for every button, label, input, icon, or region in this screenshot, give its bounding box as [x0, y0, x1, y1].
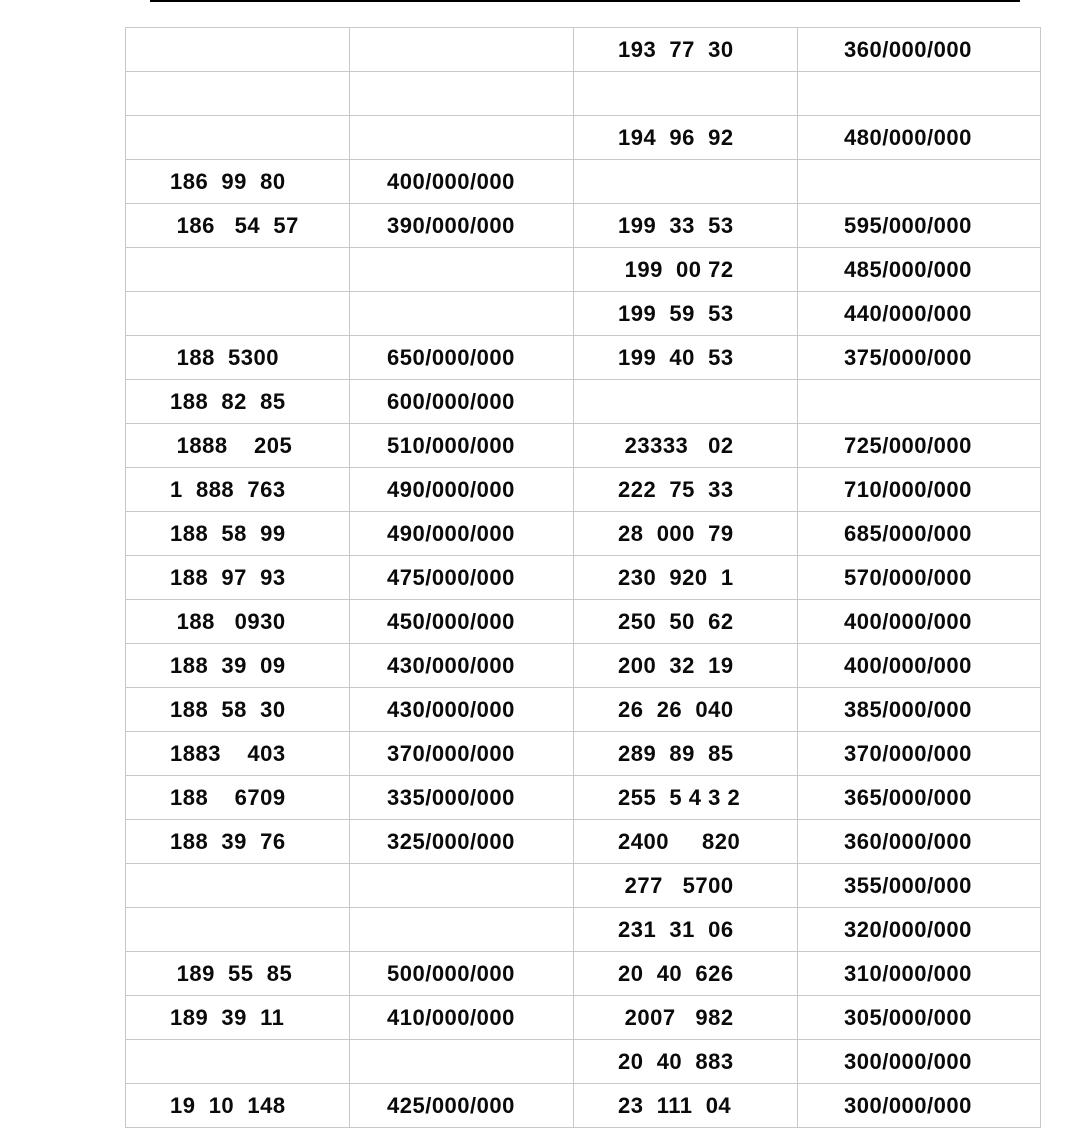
right-price-cell-text: 685/000/000 — [844, 520, 972, 546]
left-price-cell-text: 600/000/000 — [387, 388, 515, 414]
left-price-cell-text: 490/000/000 — [387, 520, 515, 546]
right-price-cell — [798, 512, 1041, 556]
table-row — [126, 644, 1041, 688]
left-price-cell-text: 335/000/000 — [387, 784, 515, 810]
table-row — [126, 160, 1041, 204]
left-number-cell — [126, 468, 350, 512]
table-row — [126, 688, 1041, 732]
left-price-cell-text: 650/000/000 — [387, 344, 515, 370]
left-number-cell — [126, 116, 350, 160]
left-number-cell-text: 1 888 763 — [170, 476, 286, 502]
table-row — [126, 996, 1041, 1040]
left-number-cell-text: 188 97 93 — [170, 564, 286, 590]
right-price-cell-text: 570/000/000 — [844, 564, 972, 590]
left-price-cell — [350, 644, 574, 688]
left-price-cell-text: 390/000/000 — [387, 212, 515, 238]
right-number-cell — [574, 996, 798, 1040]
table-row — [126, 248, 1041, 292]
left-number-cell — [126, 28, 350, 72]
left-number-cell-text: 188 58 99 — [170, 520, 286, 546]
right-number-cell — [574, 732, 798, 776]
left-number-cell-text: 1888 205 — [170, 432, 293, 458]
left-price-cell-text: 370/000/000 — [387, 740, 515, 766]
left-price-cell — [350, 380, 574, 424]
left-number-cell-text: 1883 403 — [170, 740, 286, 766]
right-price-cell — [798, 204, 1041, 248]
left-number-cell-text: 186 99 80 — [170, 168, 286, 194]
right-number-cell — [574, 248, 798, 292]
left-number-cell — [126, 688, 350, 732]
right-number-cell-text: 199 59 53 — [618, 300, 734, 326]
right-number-cell-text: 230 920 1 — [618, 564, 734, 590]
left-price-cell — [350, 72, 574, 116]
left-number-cell-text: 186 54 57 — [170, 212, 299, 238]
left-number-cell — [126, 556, 350, 600]
right-number-cell — [574, 556, 798, 600]
right-number-cell-text: 20 40 883 — [618, 1048, 734, 1074]
table-row — [126, 820, 1041, 864]
left-number-cell-text: 188 39 76 — [170, 828, 286, 854]
left-price-cell — [350, 820, 574, 864]
right-price-cell — [798, 732, 1041, 776]
left-number-cell — [126, 600, 350, 644]
right-number-cell — [574, 380, 798, 424]
right-number-cell-text: 200 32 19 — [618, 652, 734, 678]
left-price-cell — [350, 1040, 574, 1084]
right-number-cell — [574, 1040, 798, 1084]
right-price-cell-text: 320/000/000 — [844, 916, 972, 942]
right-price-cell — [798, 380, 1041, 424]
right-price-cell-text: 300/000/000 — [844, 1092, 972, 1118]
right-price-cell-text: 480/000/000 — [844, 124, 972, 150]
left-price-cell-text: 430/000/000 — [387, 696, 515, 722]
right-number-cell — [574, 424, 798, 468]
table-row — [126, 380, 1041, 424]
left-number-cell — [126, 512, 350, 556]
right-number-cell — [574, 908, 798, 952]
left-number-cell-text: 188 82 85 — [170, 388, 286, 414]
right-price-cell — [798, 292, 1041, 336]
left-price-cell-text: 490/000/000 — [387, 476, 515, 502]
table-row — [126, 512, 1041, 556]
right-number-cell-text: 231 31 06 — [618, 916, 734, 942]
left-price-cell — [350, 952, 574, 996]
right-number-cell — [574, 28, 798, 72]
right-number-cell-text: 289 89 85 — [618, 740, 734, 766]
right-number-cell-text: 250 50 62 — [618, 608, 734, 634]
right-number-cell — [574, 204, 798, 248]
top-rule-divider — [150, 0, 1020, 2]
right-number-cell-text: 222 75 33 — [618, 476, 734, 502]
left-number-cell-text: 188 5300 — [170, 344, 279, 370]
table-row — [126, 292, 1041, 336]
right-number-cell-text: 23 111 04 — [618, 1092, 732, 1118]
left-price-cell-text: 475/000/000 — [387, 564, 515, 590]
left-price-cell — [350, 116, 574, 160]
left-price-cell — [350, 160, 574, 204]
right-price-cell-text: 710/000/000 — [844, 476, 972, 502]
right-price-cell — [798, 776, 1041, 820]
right-price-cell — [798, 556, 1041, 600]
right-price-cell-text: 300/000/000 — [844, 1048, 972, 1074]
left-number-cell — [126, 776, 350, 820]
right-price-cell — [798, 644, 1041, 688]
left-number-cell — [126, 908, 350, 952]
right-price-cell-text: 370/000/000 — [844, 740, 972, 766]
right-number-cell-text: 2007 982 — [618, 1004, 734, 1030]
left-price-cell — [350, 556, 574, 600]
left-price-cell-text: 450/000/000 — [387, 608, 515, 634]
right-number-cell — [574, 644, 798, 688]
table-row — [126, 732, 1041, 776]
right-price-cell — [798, 116, 1041, 160]
right-price-cell-text: 400/000/000 — [844, 652, 972, 678]
right-price-cell — [798, 996, 1041, 1040]
right-price-cell-text: 595/000/000 — [844, 212, 972, 238]
left-number-cell — [126, 72, 350, 116]
right-number-cell-text: 28 000 79 — [618, 520, 734, 546]
left-price-cell — [350, 336, 574, 380]
table-row — [126, 600, 1041, 644]
right-number-cell-text: 199 00 72 — [618, 256, 734, 282]
table-row — [126, 72, 1041, 116]
left-number-cell — [126, 336, 350, 380]
left-price-cell — [350, 512, 574, 556]
right-number-cell — [574, 864, 798, 908]
right-number-cell-text: 193 77 30 — [618, 36, 734, 62]
right-number-cell — [574, 776, 798, 820]
left-number-cell — [126, 732, 350, 776]
right-price-cell — [798, 908, 1041, 952]
left-price-cell — [350, 864, 574, 908]
left-price-cell — [350, 908, 574, 952]
left-price-cell-text: 430/000/000 — [387, 652, 515, 678]
left-number-cell-text: 188 58 30 — [170, 696, 286, 722]
left-price-cell-text: 500/000/000 — [387, 960, 515, 986]
right-number-cell-text: 255 5 4 3 2 — [618, 784, 741, 810]
left-price-cell — [350, 776, 574, 820]
right-price-cell — [798, 336, 1041, 380]
right-number-cell — [574, 116, 798, 160]
table-row — [126, 864, 1041, 908]
left-number-cell — [126, 864, 350, 908]
left-price-cell — [350, 28, 574, 72]
left-price-cell — [350, 292, 574, 336]
left-number-cell — [126, 952, 350, 996]
left-price-cell-text: 425/000/000 — [387, 1092, 515, 1118]
right-price-cell-text: 310/000/000 — [844, 960, 972, 986]
right-price-cell-text: 360/000/000 — [844, 828, 972, 854]
table-row — [126, 28, 1041, 72]
left-number-cell — [126, 644, 350, 688]
right-number-cell — [574, 72, 798, 116]
left-number-cell — [126, 820, 350, 864]
right-number-cell — [574, 952, 798, 996]
right-price-cell — [798, 1040, 1041, 1084]
right-price-cell — [798, 160, 1041, 204]
price-list-body — [126, 28, 1041, 1128]
table-row — [126, 116, 1041, 160]
right-number-cell-text: 26 26 040 — [618, 696, 734, 722]
left-number-cell — [126, 996, 350, 1040]
right-price-cell — [798, 468, 1041, 512]
right-price-cell-text: 375/000/000 — [844, 344, 972, 370]
right-number-cell — [574, 160, 798, 204]
right-price-cell — [798, 688, 1041, 732]
right-number-cell-text: 2400 820 — [618, 828, 741, 854]
left-number-cell-text: 188 6709 — [170, 784, 286, 810]
left-number-cell-text: 188 39 09 — [170, 652, 286, 678]
right-price-cell-text: 355/000/000 — [844, 872, 972, 898]
right-number-cell — [574, 688, 798, 732]
left-price-cell — [350, 688, 574, 732]
price-list-table — [125, 27, 1041, 1128]
left-number-cell — [126, 424, 350, 468]
right-price-cell-text: 440/000/000 — [844, 300, 972, 326]
right-number-cell-text: 199 33 53 — [618, 212, 734, 238]
right-price-cell-text: 725/000/000 — [844, 432, 972, 458]
right-number-cell — [574, 820, 798, 864]
table-row — [126, 336, 1041, 380]
right-price-cell — [798, 600, 1041, 644]
left-number-cell-text: 189 39 11 — [170, 1004, 285, 1030]
table-row — [126, 908, 1041, 952]
right-number-cell-text: 277 5700 — [618, 872, 734, 898]
left-price-cell-text: 400/000/000 — [387, 168, 515, 194]
left-number-cell-text: 188 0930 — [170, 608, 286, 634]
left-number-cell-text: 19 10 148 — [170, 1092, 286, 1118]
left-price-cell-text: 410/000/000 — [387, 1004, 515, 1030]
left-price-cell — [350, 732, 574, 776]
table-row — [126, 1040, 1041, 1084]
left-number-cell — [126, 204, 350, 248]
left-price-cell — [350, 468, 574, 512]
table-row — [126, 204, 1041, 248]
right-price-cell-text: 365/000/000 — [844, 784, 972, 810]
left-number-cell — [126, 248, 350, 292]
left-number-cell — [126, 1040, 350, 1084]
left-price-cell — [350, 204, 574, 248]
left-price-cell-text: 325/000/000 — [387, 828, 515, 854]
right-price-cell — [798, 952, 1041, 996]
table-row — [126, 556, 1041, 600]
left-number-cell-text: 189 55 85 — [170, 960, 293, 986]
right-price-cell — [798, 424, 1041, 468]
right-price-cell — [798, 864, 1041, 908]
right-number-cell-text: 199 40 53 — [618, 344, 734, 370]
left-price-cell — [350, 424, 574, 468]
right-number-cell — [574, 336, 798, 380]
right-price-cell — [798, 72, 1041, 116]
left-price-cell-text: 510/000/000 — [387, 432, 515, 458]
right-price-cell-text: 485/000/000 — [844, 256, 972, 282]
left-number-cell — [126, 292, 350, 336]
right-price-cell — [798, 28, 1041, 72]
right-price-cell-text: 385/000/000 — [844, 696, 972, 722]
right-number-cell-text: 194 96 92 — [618, 124, 734, 150]
left-number-cell — [126, 160, 350, 204]
table-row — [126, 952, 1041, 996]
table-row — [126, 776, 1041, 820]
right-number-cell — [574, 512, 798, 556]
right-price-cell-text: 305/000/000 — [844, 1004, 972, 1030]
left-number-cell — [126, 380, 350, 424]
left-price-cell — [350, 248, 574, 292]
right-price-cell — [798, 248, 1041, 292]
left-price-cell — [350, 996, 574, 1040]
right-number-cell-text: 23333 02 — [618, 432, 734, 458]
right-number-cell-text: 20 40 626 — [618, 960, 734, 986]
right-number-cell — [574, 468, 798, 512]
right-price-cell — [798, 820, 1041, 864]
left-price-cell — [350, 600, 574, 644]
table-row — [126, 424, 1041, 468]
right-price-cell-text: 400/000/000 — [844, 608, 972, 634]
right-price-cell-text: 360/000/000 — [844, 36, 972, 62]
right-number-cell — [574, 600, 798, 644]
table-row — [126, 468, 1041, 512]
right-number-cell — [574, 292, 798, 336]
